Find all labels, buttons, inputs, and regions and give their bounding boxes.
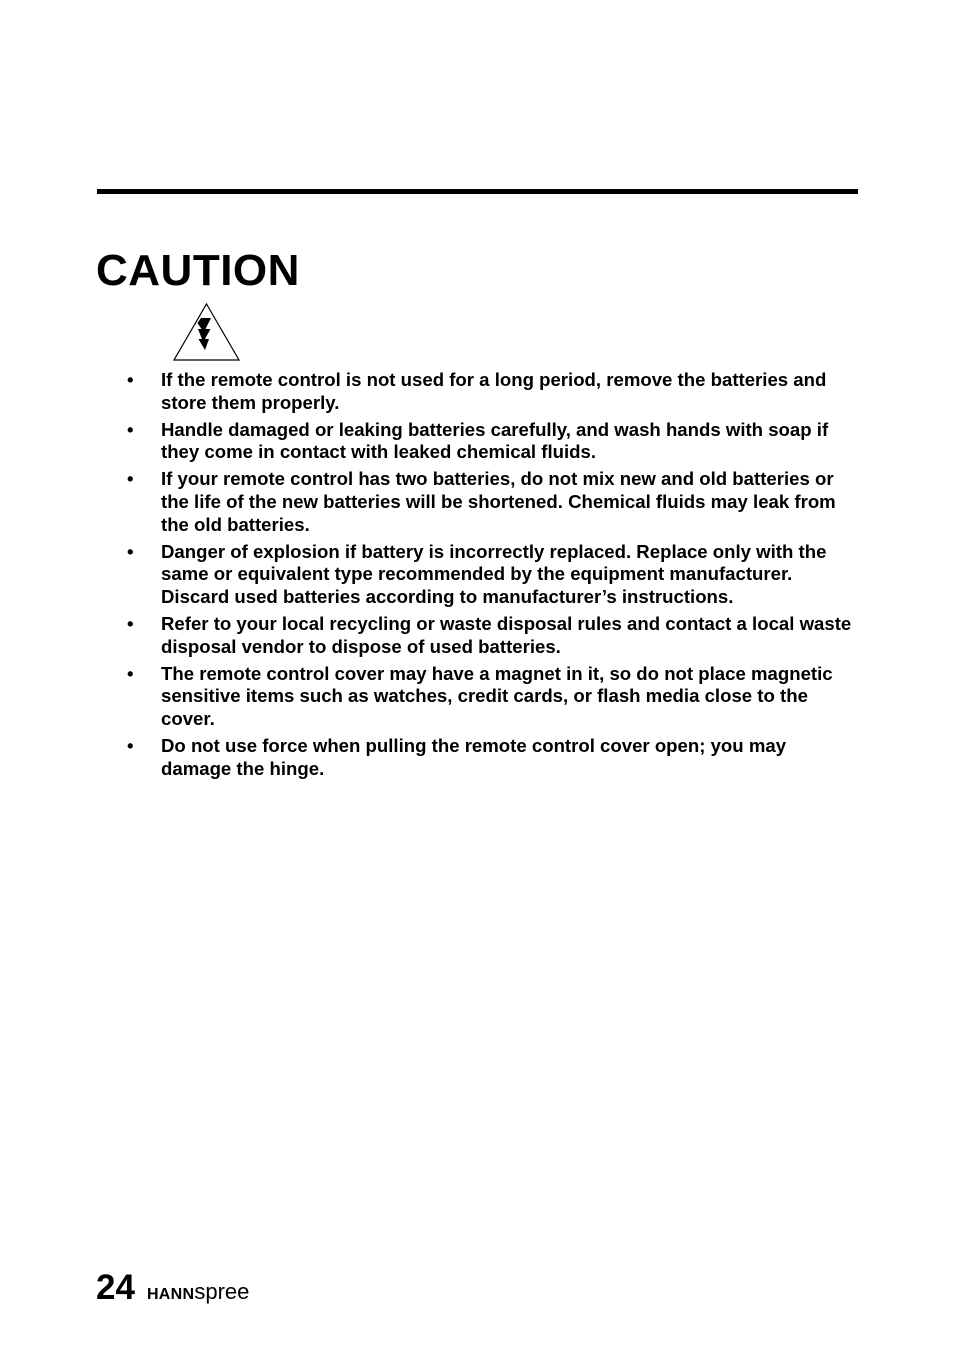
- brand-name-light: spree: [194, 1279, 250, 1304]
- list-item: [127, 735, 859, 780]
- list-item: [127, 613, 859, 658]
- list-item: [127, 468, 859, 536]
- page-title: CAUTION: [96, 246, 300, 295]
- caution-text: The remote control cover may have a magnet in it, so do not place magnetic sensitive items such as watches, credit cards, or flash media close to the cover.: [161, 662, 833, 729]
- caution-text: Danger of explosion if battery is incorrectly replaced. Replace only with the same or equivalent type recommended by the equipment manufacturer. Discard used batteries according to manufacturer’s instructions.: [161, 540, 827, 607]
- electrical-hazard-icon: [172, 302, 241, 362]
- caution-text: If your remote control has two batteries, do not mix new and old batteries or the life of the new batteries will be shortened. Chemical fluids may leak from the old batteries.: [161, 468, 836, 535]
- bullet: •: [127, 612, 134, 634]
- bullet: •: [127, 540, 134, 562]
- brand-logo: [147, 1270, 249, 1317]
- bullet: •: [127, 734, 134, 756]
- caution-list: [127, 369, 859, 785]
- list-item: [127, 419, 859, 464]
- list-item: [127, 541, 859, 609]
- list-item: [127, 369, 859, 414]
- brand-name-strong: HANN: [146, 1286, 195, 1303]
- caution-text: Do not use force when pulling the remote control cover open; you may damage the hinge.: [161, 734, 787, 779]
- page-footer: [96, 1266, 249, 1310]
- top-rule: [97, 189, 858, 194]
- caution-text: Refer to your local recycling or waste disposal rules and contact a local waste disposal vendor to dispose of used batteries.: [161, 612, 852, 657]
- caution-text: Handle damaged or leaking batteries carefully, and wash hands with soap if they come in contact with leaked chemical fluids.: [161, 418, 829, 463]
- bullet: •: [127, 369, 134, 390]
- page-number: 24: [96, 1268, 135, 1307]
- bullet: •: [127, 662, 134, 684]
- bullet: •: [127, 418, 134, 440]
- bullet: •: [127, 468, 134, 490]
- list-item: [127, 663, 859, 731]
- caution-text: If the remote control is not used for a long period, remove the batteries and store them properly.: [161, 369, 827, 413]
